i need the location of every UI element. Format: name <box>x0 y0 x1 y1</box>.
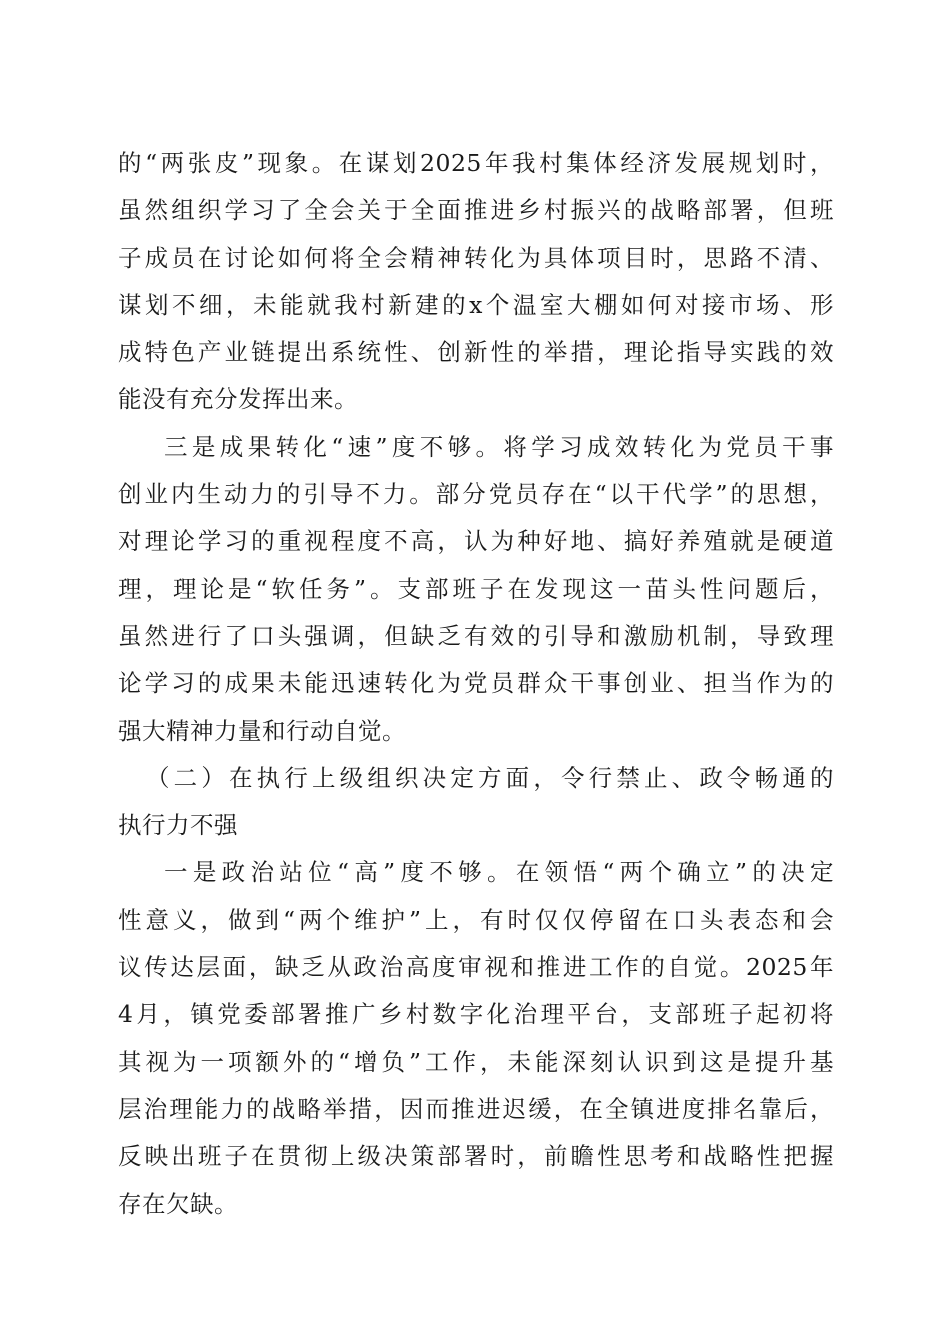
body-line-1: 的“两张皮”现象。在谋划2025年我村集体经济发展规划时， <box>118 149 834 177</box>
document-body <box>118 140 834 1228</box>
body-line-8: 创业内生动力的引导不力。部分党员存在“以干代学”的思想， <box>118 480 834 509</box>
paragraph-three-first-line: 三是成果转化“速”度不够。将学习成效转化为党员干事 <box>164 432 834 461</box>
body-line-22: 反映出班子在贯彻上级决策部署时，前瞻性思考和战略性把握 <box>118 1142 834 1171</box>
body-line-2: 虽然组织学习了全会关于全面推进乡村振兴的战略部署，但班 <box>118 196 834 225</box>
body-line-9: 对理论学习的重视程度不高，认为种好地、搞好养殖就是硬道 <box>118 527 834 556</box>
body-line-5: 成特色产业链提出系统性、创新性的举措，理论指导实践的效 <box>118 338 834 367</box>
body-line-20: 其视为一项额外的“增负”工作，未能深刻认识到这是提升基 <box>118 1047 834 1076</box>
body-line-23: 存在欠缺。 <box>118 1189 238 1218</box>
body-line-19: 4月，镇党委部署推广乡村数字化治理平台，支部班子起初将 <box>118 1000 834 1029</box>
body-line-10: 理，理论是“软任务”。支部班子在发现这一苗头性问题后， <box>118 574 834 603</box>
section-heading-line-1: （二）在执行上级组织决定方面，令行禁止、政令畅通的 <box>146 763 834 792</box>
body-line-21: 层治理能力的战略举措，因而推进迟缓，在全镇进度排名靠后， <box>118 1094 834 1123</box>
section-heading-line-2: 执行力不强 <box>118 811 238 840</box>
body-line-18: 议传达层面，缺乏从政治高度审视和推进工作的自觉。2025年 <box>118 953 834 982</box>
body-line-12: 论学习的成果未能迅速转化为党员群众干事创业、担当作为的 <box>118 669 834 698</box>
body-line-13: 强大精神力量和行动自觉。 <box>118 716 406 745</box>
body-line-17: 性意义，做到“两个维护”上，有时仅仅停留在口头表态和会 <box>118 905 834 934</box>
body-line-4: 谋划不细，未能就我村新建的x个温室大棚如何对接市场、形 <box>118 290 834 319</box>
body-line-3: 子成员在讨论如何将全会精神转化为具体项目时，思路不清、 <box>118 243 834 272</box>
paragraph-one-first-line: 一是政治站位“高”度不够。在领悟“两个确立”的决定 <box>164 858 834 887</box>
body-line-6: 能没有充分发挥出来。 <box>118 385 358 414</box>
body-line-11: 虽然进行了口头强调，但缺乏有效的引导和激励机制，导致理 <box>118 621 834 650</box>
